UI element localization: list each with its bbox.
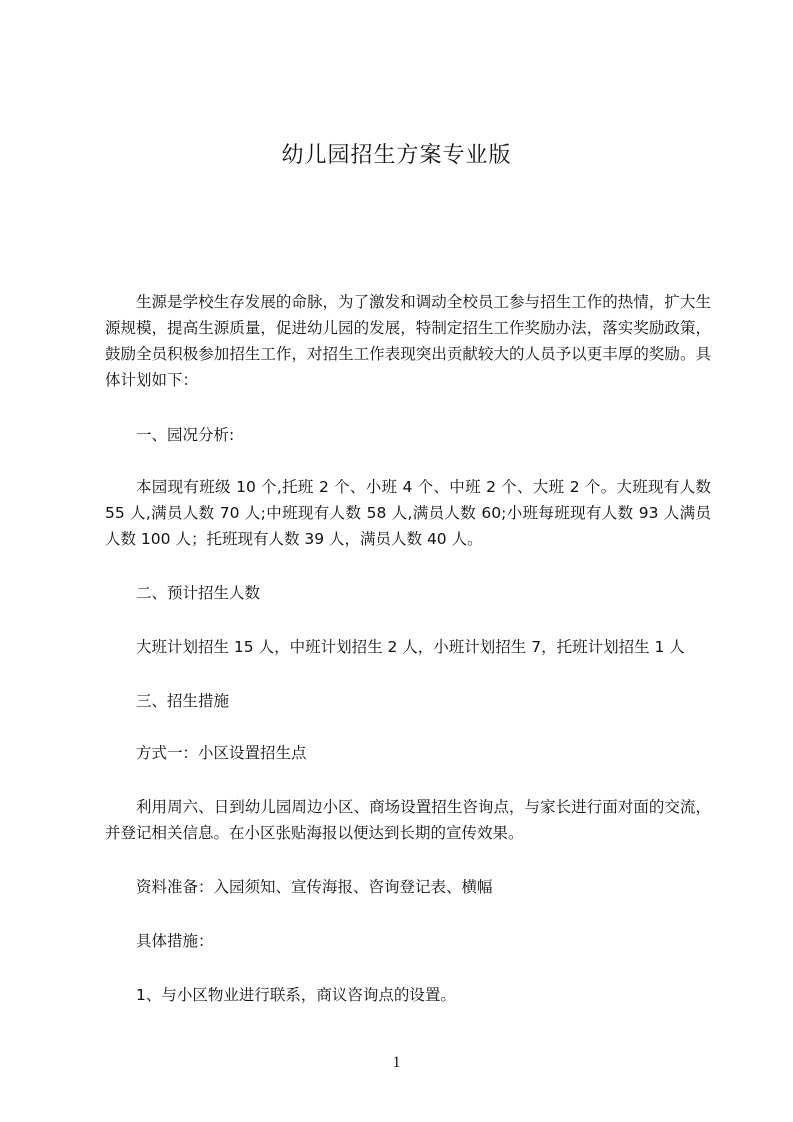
materials-paragraph: 资料准备：入园须知、宣传海报、咨询登记表、横幅 — [136, 878, 493, 896]
section-heading-enrollment-forecast: 二、预计招生人数 — [136, 584, 261, 602]
intro-paragraph: 生源是学校生存发展的命脉，为了激发和调动全校员工参与招生工作的热情，扩大生源规模，提高生源质量，促进幼儿园的发展，特制定招生工作奖励办法，落实奖励政策，鼓励全员积极参加招生工作，对招生工作表现突出贡献较大的人员予以更丰厚的奖励。具体计划如下： — [105, 293, 711, 389]
section-heading-measures: 三、招生措施 — [136, 692, 230, 710]
method-one-paragraph: 利用周六、日到幼儿园周边小区、商场设置招生咨询点，与家长进行面对面的交流，并登记相关信息。在小区张贴海报以便达到长期的宣传效果。 — [105, 798, 711, 842]
page-number: 1 — [392, 1054, 401, 1071]
method-one-heading: 方式一：小区设置招生点 — [136, 744, 307, 762]
measure-item-1: 1、与小区物业进行联系，商议咨询点的设置。 — [136, 986, 456, 1004]
analysis-paragraph: 本园现有班级 10 个,托班 2 个、小班 4 个、中班 2 个、大班 2 个。大班现有人数 55 人,满员人数 70 人;中班现有人数 58 人,满员人数 60;小班每班现有人数 93 人满员人数 100 人；托班现有人数 39 人，满员人数 40 人。 — [105, 478, 711, 548]
section-heading-analysis: 一、园况分析: — [136, 426, 235, 444]
document-title: 幼儿园招生方案专业版 — [281, 143, 512, 168]
specific-measures-heading: 具体措施： — [136, 932, 214, 950]
enrollment-forecast-paragraph: 大班计划招生 15 人，中班计划招生 2 人，小班计划招生 7，托班计划招生 1 人 — [136, 638, 685, 656]
